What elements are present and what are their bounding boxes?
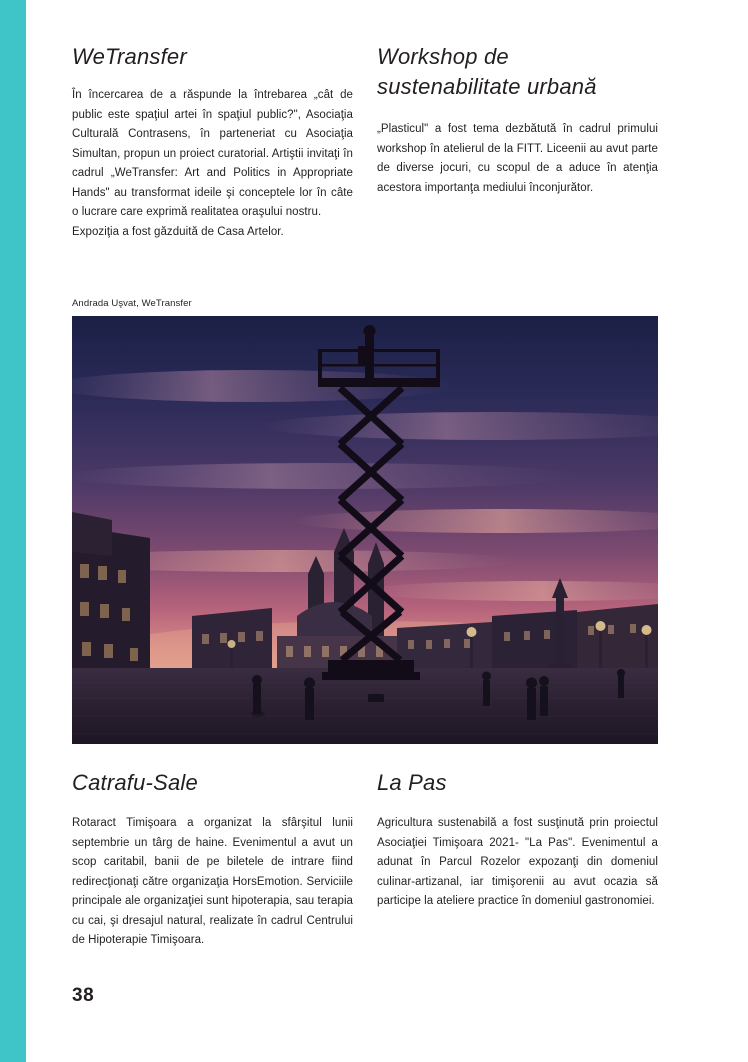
article-wetransfer: [72, 42, 353, 242]
top-columns: [72, 42, 658, 242]
left-accent-bar: [0, 0, 26, 1062]
article-catrafusale: [72, 768, 353, 951]
article-body-catrafusale: Rotaract Timişoara a organizat la sfârşitul lunii septembrie un târg de haine. Evenimentul a avut un scop caritabil, banii de pe biletele de intrare fiind redirecţionaţi către organizaţia HorsEmotion. Serviciile principale ale organizaţiei sunt hipoterapia, sau terapia cu cai, şi dresajul natural, realizate în cadrul Centrului de Hipoterapie Timişoara.: [72, 817, 353, 946]
article-title-wetransfer: WeTransfer: [72, 44, 187, 69]
article-body-workshop: „Plasticul" a fost tema dezbătută în cadrul primului workshop în atelierul de la FITT. Liceenii au avut parte de diverse jocuri, cu scopul de a aduce în atenţia acestora importanţa mediului înconjurător.: [377, 123, 658, 194]
article-workshop: [377, 42, 658, 242]
bottom-columns: [72, 768, 658, 951]
article-title-catrafusale: Catrafu-Sale: [72, 770, 198, 795]
page-number: 38: [72, 985, 95, 1006]
article-title-workshop: Workshop de sustenabilitate urbană: [377, 44, 597, 99]
article-body-wetransfer-2: Expoziţia a fost găzduită de Casa Artelor.: [72, 225, 284, 238]
article-body-wetransfer: În încercarea de a răspunde la întrebarea „cât de public este spaţiul artei în spaţiul public?", Asociaţia Culturală Contrasens, în parteneriat cu Asociaţia Simultan, propun un proiect curatorial. Artiştii invitaţi în cadrul „WeTransfer: Art and Politics in Appropriate Hands" au transformat ideile şi conceptele lor în câte o lucrare care exprimă realitatea oraşului nostru.: [72, 89, 353, 218]
photo-sunset-scissor-lift: [72, 316, 658, 744]
article-title-lapas: La Pas: [377, 770, 447, 795]
page-content: [72, 0, 658, 1062]
photo-caption: Andrada Uşvat, WeTransfer: [72, 298, 192, 309]
article-body-lapas: Agricultura sustenabilă a fost susţinută prin proiectul Asociaţiei Timişoara 2021- "La Pas". Evenimentul a adunat în Parcul Rozelor expozanţi din domeniul culinar-artizanal, iar timişorenii au avut ocazia să participe la ateliere practice în domeniul gastronomiei.: [377, 817, 658, 907]
article-lapas: [377, 768, 658, 951]
